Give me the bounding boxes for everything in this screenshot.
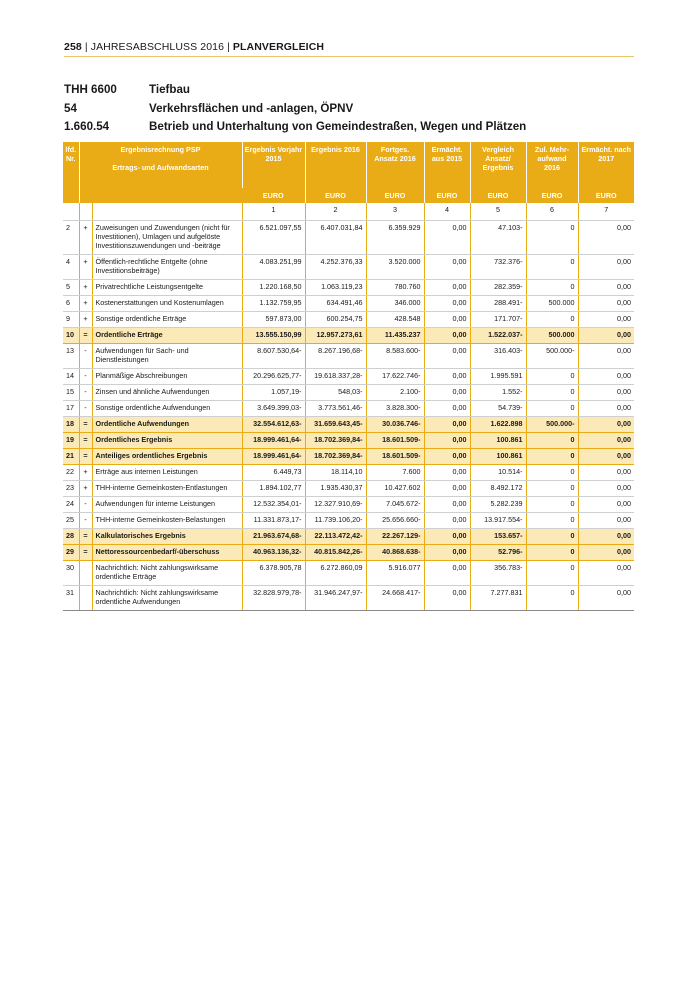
row-value-col-6: 0 xyxy=(526,529,578,545)
title-row xyxy=(64,100,644,119)
row-number: 19 xyxy=(63,433,79,449)
row-value-col-6: 500.000- xyxy=(526,417,578,433)
row-value-col-1: 8.607.530,64- xyxy=(242,344,305,369)
title-block xyxy=(64,81,644,137)
row-label: Nettoressourcenbedarf/-überschuss xyxy=(92,545,242,561)
row-number: 4 xyxy=(63,255,79,280)
row-label: Aufwendungen für interne Leistungen xyxy=(92,497,242,513)
row-value-col-3: 17.622.746- xyxy=(366,369,424,385)
table-row xyxy=(63,344,634,369)
row-value-col-6: 0 xyxy=(526,561,578,586)
row-value-col-4: 0,00 xyxy=(424,221,470,255)
header-separator: | xyxy=(84,41,88,53)
row-value-col-4: 0,00 xyxy=(424,433,470,449)
title-code: THH 6600 xyxy=(64,83,117,96)
table-row xyxy=(63,280,634,296)
row-value-col-7: 0,00 xyxy=(578,417,634,433)
row-value-col-2: 40.815.842,26- xyxy=(305,545,366,561)
row-number: 23 xyxy=(63,481,79,497)
row-value-col-5: 732.376- xyxy=(470,255,526,280)
row-value-col-2: 18.702.369,84- xyxy=(305,449,366,465)
row-sign: - xyxy=(79,385,92,401)
row-value-col-7: 0,00 xyxy=(578,586,634,611)
row-value-col-2: 548,03- xyxy=(305,385,366,401)
row-value-col-3: 346.000 xyxy=(366,296,424,312)
row-number: 28 xyxy=(63,529,79,545)
row-value-col-6: 0 xyxy=(526,255,578,280)
row-value-col-6: 0 xyxy=(526,385,578,401)
row-value-col-1: 1.057,19- xyxy=(242,385,305,401)
row-value-col-4: 0,00 xyxy=(424,529,470,545)
row-value-col-6: 0 xyxy=(526,545,578,561)
row-sign: + xyxy=(79,221,92,255)
row-value-col-1: 20.296.625,77- xyxy=(242,369,305,385)
row-value-col-5: 52.796- xyxy=(470,545,526,561)
row-value-col-4: 0,00 xyxy=(424,497,470,513)
row-value-col-5: 100.861 xyxy=(470,433,526,449)
title-row xyxy=(64,81,644,100)
row-value-col-5: 1.995.591 xyxy=(470,369,526,385)
column-header-4: Ermächt. aus 2015 xyxy=(424,142,470,188)
header-separator: | xyxy=(227,41,230,53)
row-label: THH-interne Gemeinkosten-Entlastungen xyxy=(92,481,242,497)
row-sign: = xyxy=(79,328,92,344)
row-sign: - xyxy=(79,344,92,369)
row-value-col-4: 0,00 xyxy=(424,586,470,611)
row-value-col-3: 11.435.237 xyxy=(366,328,424,344)
row-value-col-3: 3.828.300- xyxy=(366,401,424,417)
row-value-col-7: 0,00 xyxy=(578,401,634,417)
row-sign: = xyxy=(79,449,92,465)
row-number: 29 xyxy=(63,545,79,561)
column-header-lfd: lfd. Nr. xyxy=(63,142,79,203)
row-sign: - xyxy=(79,401,92,417)
row-number: 9 xyxy=(63,312,79,328)
table-row xyxy=(63,545,634,561)
row-value-col-2: 4.252.376,33 xyxy=(305,255,366,280)
row-value-col-1: 3.649.399,03- xyxy=(242,401,305,417)
unit-label: EURO xyxy=(305,188,366,203)
table-row xyxy=(63,328,634,344)
table-row xyxy=(63,465,634,481)
row-value-col-1: 18.999.461,64- xyxy=(242,433,305,449)
row-value-col-2: 31.946.247,97- xyxy=(305,586,366,611)
row-value-col-7: 0,00 xyxy=(578,513,634,529)
row-value-col-5: 282.359- xyxy=(470,280,526,296)
row-value-col-4: 0,00 xyxy=(424,369,470,385)
row-value-col-7: 0,00 xyxy=(578,296,634,312)
row-value-col-3: 25.656.660- xyxy=(366,513,424,529)
row-number: 10 xyxy=(63,328,79,344)
row-number: 18 xyxy=(63,417,79,433)
row-value-col-1: 21.963.674,68- xyxy=(242,529,305,545)
row-value-col-6: 0 xyxy=(526,497,578,513)
row-label: Öffentlich-rechtliche Entgelte (ohne Investitionsbeiträge) xyxy=(92,255,242,280)
row-value-col-1: 4.083.251,99 xyxy=(242,255,305,280)
row-value-col-3: 7.045.672- xyxy=(366,497,424,513)
unit-label: EURO xyxy=(526,188,578,203)
header-chapter: PLANVERGLEICH xyxy=(232,41,325,53)
row-value-col-2: 18.114,10 xyxy=(305,465,366,481)
column-number: 7 xyxy=(578,203,634,221)
unit-label: EURO xyxy=(242,188,305,203)
row-label: Privatrechtliche Leistungsentgelte xyxy=(92,280,242,296)
row-value-col-4: 0,00 xyxy=(424,481,470,497)
row-value-col-6: 0 xyxy=(526,513,578,529)
row-label: Kostenerstattungen und Kostenumlagen xyxy=(92,296,242,312)
row-value-col-3: 7.600 xyxy=(366,465,424,481)
title-text: Betrieb und Unterhaltung von Gemeindestraßen, Wegen und Plätzen xyxy=(149,120,527,133)
row-value-col-5: 356.783- xyxy=(470,561,526,586)
row-label: Sonstige ordentliche Aufwendungen xyxy=(92,401,242,417)
row-value-col-4: 0,00 xyxy=(424,255,470,280)
row-value-col-2: 18.702.369,84- xyxy=(305,433,366,449)
row-value-col-3: 30.036.746- xyxy=(366,417,424,433)
row-value-col-6: 0 xyxy=(526,481,578,497)
column-number: 5 xyxy=(470,203,526,221)
row-value-col-1: 1.220.168,50 xyxy=(242,280,305,296)
row-value-col-2: 11.739.106,20- xyxy=(305,513,366,529)
row-number: 21 xyxy=(63,449,79,465)
row-value-col-4: 0,00 xyxy=(424,385,470,401)
row-value-col-2: 634.491,46 xyxy=(305,296,366,312)
row-value-col-3: 780.760 xyxy=(366,280,424,296)
table-row xyxy=(63,513,634,529)
table-row xyxy=(63,433,634,449)
row-value-col-1: 6.449,73 xyxy=(242,465,305,481)
row-sign: - xyxy=(79,369,92,385)
row-number: 14 xyxy=(63,369,79,385)
row-value-col-6: 0 xyxy=(526,312,578,328)
title-row xyxy=(64,118,644,137)
row-value-col-4: 0,00 xyxy=(424,465,470,481)
row-sign: + xyxy=(79,296,92,312)
row-value-col-3: 40.868.638- xyxy=(366,545,424,561)
row-value-col-1: 1.132.759,95 xyxy=(242,296,305,312)
row-number: 2 xyxy=(63,221,79,255)
row-number: 5 xyxy=(63,280,79,296)
column-number: 4 xyxy=(424,203,470,221)
row-value-col-6: 0 xyxy=(526,221,578,255)
row-value-col-1: 32.554.612,63- xyxy=(242,417,305,433)
row-value-col-7: 0,00 xyxy=(578,561,634,586)
table-row xyxy=(63,296,634,312)
unit-label: EURO xyxy=(578,188,634,203)
row-value-col-3: 3.520.000 xyxy=(366,255,424,280)
row-value-col-6: 0 xyxy=(526,433,578,449)
row-value-col-5: 1.522.037- xyxy=(470,328,526,344)
row-value-col-1: 6.521.097,55 xyxy=(242,221,305,255)
row-value-col-4: 0,00 xyxy=(424,296,470,312)
column-header-description-bottom: Ertrags- und Aufwandsarten xyxy=(112,163,209,172)
row-number: 31 xyxy=(63,586,79,611)
row-label: Nachrichtlich: Nicht zahlungswirksame ordentliche Erträge xyxy=(92,561,242,586)
row-value-col-2: 1.063.119,23 xyxy=(305,280,366,296)
column-header-6: Zul. Mehr-aufwand 2016 xyxy=(526,142,578,188)
table-row xyxy=(63,312,634,328)
row-label: Sonstige ordentliche Erträge xyxy=(92,312,242,328)
row-value-col-7: 0,00 xyxy=(578,497,634,513)
row-number: 30 xyxy=(63,561,79,586)
row-sign xyxy=(79,586,92,611)
table-row xyxy=(63,449,634,465)
row-value-col-5: 153.657- xyxy=(470,529,526,545)
column-header-7: Ermächt. nach 2017 xyxy=(578,142,634,188)
row-value-col-2: 1.935.430,37 xyxy=(305,481,366,497)
row-value-col-7: 0,00 xyxy=(578,328,634,344)
column-number: 2 xyxy=(305,203,366,221)
row-value-col-3: 10.427.602 xyxy=(366,481,424,497)
row-value-col-2: 8.267.196,68- xyxy=(305,344,366,369)
row-value-col-2: 12.957.273,61 xyxy=(305,328,366,344)
row-label: Ordentliche Aufwendungen xyxy=(92,417,242,433)
row-value-col-6: 500.000 xyxy=(526,328,578,344)
page-header xyxy=(64,41,324,53)
row-value-col-5: 47.103- xyxy=(470,221,526,255)
title-code: 54 xyxy=(64,101,77,115)
row-number: 25 xyxy=(63,513,79,529)
row-value-col-5: 288.491- xyxy=(470,296,526,312)
row-value-col-5: 10.514- xyxy=(470,465,526,481)
row-value-col-1: 13.555.150,99 xyxy=(242,328,305,344)
row-value-col-7: 0,00 xyxy=(578,529,634,545)
table-row xyxy=(63,221,634,255)
row-value-col-3: 428.548 xyxy=(366,312,424,328)
row-value-col-7: 0,00 xyxy=(578,344,634,369)
row-value-col-4: 0,00 xyxy=(424,417,470,433)
table-row xyxy=(63,401,634,417)
row-sign: + xyxy=(79,255,92,280)
table-row xyxy=(63,481,634,497)
row-sign: + xyxy=(79,465,92,481)
column-header-2: Ergebnis 2016 xyxy=(305,142,366,188)
column-header-description xyxy=(79,142,242,203)
unit-label: EURO xyxy=(470,188,526,203)
row-value-col-5: 5.282.239 xyxy=(470,497,526,513)
row-sign: - xyxy=(79,497,92,513)
row-value-col-6: 0 xyxy=(526,465,578,481)
row-value-col-7: 0,00 xyxy=(578,449,634,465)
row-value-col-4: 0,00 xyxy=(424,561,470,586)
row-value-col-2: 12.327.910,69- xyxy=(305,497,366,513)
column-number: 1 xyxy=(242,203,305,221)
row-value-col-6: 0 xyxy=(526,586,578,611)
row-value-col-1: 12.532.354,01- xyxy=(242,497,305,513)
title-text: Tiefbau xyxy=(149,83,191,96)
row-value-col-5: 1.622.898 xyxy=(470,417,526,433)
row-number: 24 xyxy=(63,497,79,513)
column-number-row xyxy=(63,203,634,221)
title-code: 1.660.54 xyxy=(64,120,110,133)
row-value-col-5: 7.277.831 xyxy=(470,586,526,611)
row-value-col-4: 0,00 xyxy=(424,312,470,328)
row-value-col-1: 6.378.905,78 xyxy=(242,561,305,586)
row-value-col-5: 1.552- xyxy=(470,385,526,401)
row-value-col-7: 0,00 xyxy=(578,221,634,255)
row-label: Kalkulatorisches Ergebnis xyxy=(92,529,242,545)
row-number: 22 xyxy=(63,465,79,481)
row-value-col-2: 6.407.031,84 xyxy=(305,221,366,255)
row-value-col-5: 13.917.554- xyxy=(470,513,526,529)
row-value-col-7: 0,00 xyxy=(578,312,634,328)
row-value-col-3: 18.601.509- xyxy=(366,433,424,449)
table-header-row xyxy=(63,142,634,188)
row-value-col-3: 6.359.929 xyxy=(366,221,424,255)
row-value-col-4: 0,00 xyxy=(424,344,470,369)
row-value-col-1: 18.999.461,64- xyxy=(242,449,305,465)
table-row xyxy=(63,255,634,280)
row-label: Planmäßige Abschreibungen xyxy=(92,369,242,385)
row-sign: = xyxy=(79,433,92,449)
row-value-col-3: 18.601.509- xyxy=(366,449,424,465)
row-label: Zuweisungen und Zuwendungen (nicht für Investitionen), Umlagen und aufgelöste Investitionszuwendungen und -beiträge xyxy=(92,221,242,255)
row-number: 13 xyxy=(63,344,79,369)
row-value-col-4: 0,00 xyxy=(424,328,470,344)
row-value-col-4: 0,00 xyxy=(424,401,470,417)
row-sign: + xyxy=(79,280,92,296)
results-table xyxy=(63,142,634,611)
row-label: Aufwendungen für Sach- und Dienstleistungen xyxy=(92,344,242,369)
table-row xyxy=(63,417,634,433)
row-value-col-2: 19.618.337,28- xyxy=(305,369,366,385)
table-row xyxy=(63,586,634,611)
unit-label: EURO xyxy=(366,188,424,203)
table-row xyxy=(63,529,634,545)
row-value-col-3: 5.916.077 xyxy=(366,561,424,586)
page-number: 258 xyxy=(64,41,82,53)
column-number: 6 xyxy=(526,203,578,221)
row-value-col-1: 32.828.979,78- xyxy=(242,586,305,611)
row-value-col-2: 22.113.472,42- xyxy=(305,529,366,545)
row-sign: = xyxy=(79,529,92,545)
row-value-col-3: 22.267.129- xyxy=(366,529,424,545)
table-row xyxy=(63,369,634,385)
row-number: 15 xyxy=(63,385,79,401)
row-value-col-3: 2.100- xyxy=(366,385,424,401)
row-value-col-7: 0,00 xyxy=(578,433,634,449)
row-sign: = xyxy=(79,417,92,433)
header-section: JAHRESABSCHLUSS 2016 xyxy=(90,41,225,53)
row-label: Erträge aus internen Leistungen xyxy=(92,465,242,481)
row-value-col-7: 0,00 xyxy=(578,369,634,385)
row-value-col-4: 0,00 xyxy=(424,449,470,465)
row-number: 17 xyxy=(63,401,79,417)
row-value-col-7: 0,00 xyxy=(578,545,634,561)
row-value-col-2: 31.659.643,45- xyxy=(305,417,366,433)
column-header-1: Ergebnis Vorjahr 2015 xyxy=(242,142,305,188)
row-value-col-7: 0,00 xyxy=(578,385,634,401)
row-value-col-1: 40.963.136,32- xyxy=(242,545,305,561)
row-label: THH-interne Gemeinkosten-Belastungen xyxy=(92,513,242,529)
row-sign xyxy=(79,561,92,586)
row-value-col-4: 0,00 xyxy=(424,280,470,296)
title-text: Verkehrsflächen und -anlagen, ÖPNV xyxy=(149,101,354,115)
row-label: Ordentliche Erträge xyxy=(92,328,242,344)
row-number: 6 xyxy=(63,296,79,312)
row-value-col-6: 0 xyxy=(526,369,578,385)
row-sign: + xyxy=(79,481,92,497)
row-sign: = xyxy=(79,545,92,561)
row-value-col-5: 316.403- xyxy=(470,344,526,369)
row-value-col-5: 100.861 xyxy=(470,449,526,465)
row-value-col-6: 0 xyxy=(526,280,578,296)
row-value-col-5: 171.707- xyxy=(470,312,526,328)
row-value-col-7: 0,00 xyxy=(578,255,634,280)
row-value-col-2: 3.773.561,46- xyxy=(305,401,366,417)
table-row xyxy=(63,561,634,586)
row-value-col-5: 8.492.172 xyxy=(470,481,526,497)
row-value-col-6: 0 xyxy=(526,401,578,417)
row-value-col-7: 0,00 xyxy=(578,465,634,481)
row-value-col-6: 500.000 xyxy=(526,296,578,312)
row-value-col-4: 0,00 xyxy=(424,545,470,561)
row-value-col-1: 597.873,00 xyxy=(242,312,305,328)
column-header-description-top: Ergebnisrechnung PSP xyxy=(120,145,201,154)
row-value-col-4: 0,00 xyxy=(424,513,470,529)
row-value-col-1: 1.894.102,77 xyxy=(242,481,305,497)
row-value-col-6: 500.000- xyxy=(526,344,578,369)
row-value-col-7: 0,00 xyxy=(578,481,634,497)
row-value-col-1: 11.331.873,17- xyxy=(242,513,305,529)
header-rule xyxy=(64,56,634,57)
row-value-col-5: 54.739- xyxy=(470,401,526,417)
column-number: 3 xyxy=(366,203,424,221)
row-value-col-7: 0,00 xyxy=(578,280,634,296)
row-label: Ordentliches Ergebnis xyxy=(92,433,242,449)
row-value-col-3: 8.583.600- xyxy=(366,344,424,369)
row-value-col-2: 600.254,75 xyxy=(305,312,366,328)
row-sign: - xyxy=(79,513,92,529)
row-sign: + xyxy=(79,312,92,328)
row-label: Zinsen und ähnliche Aufwendungen xyxy=(92,385,242,401)
row-label: Nachrichtlich: Nicht zahlungswirksame ordentliche Aufwendungen xyxy=(92,586,242,611)
table-row xyxy=(63,385,634,401)
table-row xyxy=(63,497,634,513)
row-value-col-3: 24.668.417- xyxy=(366,586,424,611)
column-header-5: Vergleich Ansatz/ Ergebnis xyxy=(470,142,526,188)
row-value-col-6: 0 xyxy=(526,449,578,465)
unit-label: EURO xyxy=(424,188,470,203)
row-value-col-2: 6.272.860,09 xyxy=(305,561,366,586)
row-label: Anteiliges ordentliches Ergebnis xyxy=(92,449,242,465)
column-header-3: Fortges. Ansatz 2016 xyxy=(366,142,424,188)
